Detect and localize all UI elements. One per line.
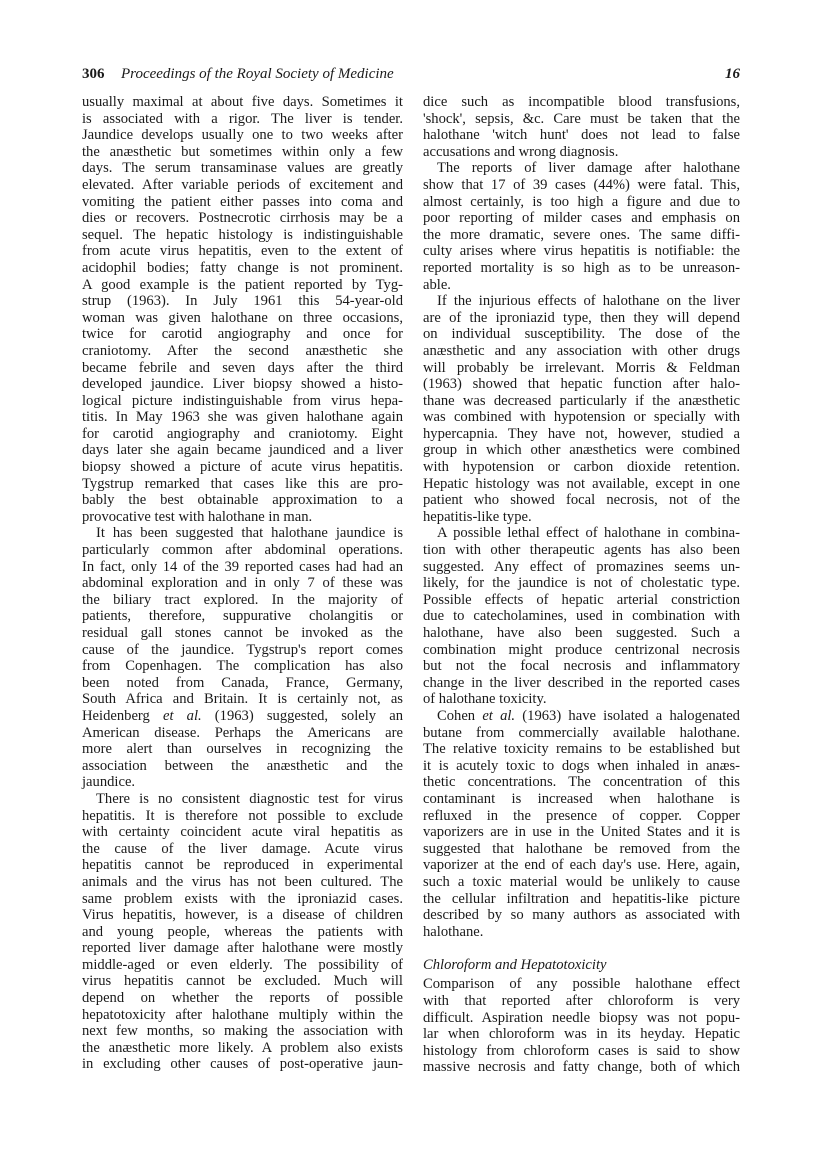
- text-line: developed jaundice. Liver biopsy showed a histo-: [82, 376, 403, 393]
- text-line: almost certainly, is too high a figure and due to: [423, 193, 740, 210]
- text-line: American disease. Perhaps the Americans are: [82, 724, 403, 741]
- running-header: [82, 66, 740, 86]
- text-line: massive necrosis and fatty change, both of which: [423, 1059, 740, 1076]
- text-segment: (1963) suggested, solely an: [201, 707, 403, 724]
- text-line: halothane.: [423, 923, 484, 940]
- text-line: twice for carotid angiography and once for: [82, 326, 403, 343]
- text-line: vaporizers are in use in the United States and it is: [423, 824, 740, 841]
- text-line: thetic concentrations. The concentration of this: [423, 774, 740, 791]
- text-line: Tygstrup remarked that cases like this are pro-: [82, 475, 403, 492]
- right-column: [423, 94, 740, 1076]
- text-line: patient who showed focal necrosis, not of the: [423, 492, 740, 509]
- text-line: There is no consistent diagnostic test for virus: [96, 790, 403, 807]
- paragraph: [423, 160, 740, 293]
- journal-title: Proceedings of the Royal Society of Medicine: [121, 66, 394, 82]
- text-line: association between the anæsthetic and the: [82, 757, 403, 774]
- text-line: the more dramatic, severe ones. The same diffi-: [423, 226, 740, 243]
- text-line: the anæsthetic more likely. A problem also exists: [82, 1039, 403, 1056]
- text-line: bably the best obtainable approximation to a: [82, 492, 403, 509]
- text-line: (1963) showed that hepatic function after halo-: [423, 376, 740, 393]
- text-line: will probably be irrelevant. Morris & Feldman: [423, 359, 740, 376]
- text-line: hepatotoxicity after halothane multiply within the: [82, 1006, 403, 1023]
- paragraph: [82, 791, 403, 1073]
- text-line: hypercapnia. They have not, however, studied a: [423, 425, 740, 442]
- text-line: with hypotension or carbon dioxide retention.: [423, 459, 740, 476]
- text-line: tion with other therapeutic agents has also been: [423, 542, 740, 559]
- text-line: Comparison of any possible halothane effect: [423, 976, 740, 993]
- text-line: and young people, whereas the patients with: [82, 923, 403, 940]
- text-line: but not the focal necrosis and inflammatory: [423, 658, 740, 675]
- text-line: provocative test with halothane in man.: [82, 508, 313, 525]
- text-line: was combined with hypotension or specially with: [423, 409, 740, 426]
- text-line: Hepatic histology was not available, except in one: [423, 475, 740, 492]
- text-line: A possible lethal effect of halothane in combina-: [437, 525, 740, 542]
- text-line: change in the liver described in the reported cases: [423, 674, 740, 691]
- text-line: described by so many authors as associated with: [423, 907, 740, 924]
- text-line: more alert than ourselves in recognizing the: [82, 741, 403, 758]
- text-line: been noted from Canada, France, Germany,: [82, 674, 403, 691]
- paragraph: [423, 525, 740, 708]
- text-line: strup (1963). In July 1961 this 54-year-old: [82, 293, 403, 310]
- text-line: The relative toxicity remains to be established but: [423, 741, 740, 758]
- text-line: titis. In May 1963 she was given halothane again: [82, 409, 403, 426]
- text-line: reported mortality is so high as to be unreason-: [423, 259, 740, 276]
- text-line: days later she again became jaundiced and a liver: [82, 442, 403, 459]
- text-line: of halothane toxicity.: [423, 691, 547, 708]
- paragraph: [423, 708, 740, 940]
- text-line: the cause of the liver damage. Acute virus: [82, 840, 403, 857]
- text-line: halothane, have also been suggested. Such a: [423, 625, 740, 641]
- text-line: virus hepatitis cannot be excluded. Much will: [82, 973, 403, 990]
- text-line: sequel. The hepatic histology is indistinguishable: [82, 226, 403, 243]
- text-line: depend on whether the reports of possible: [82, 990, 403, 1007]
- text-line: animals and the virus has not been cultured. The: [82, 873, 403, 890]
- text-line: If the injurious effects of halothane on the liver: [437, 293, 740, 310]
- text-line: group in which other anæsthetics were combined: [423, 442, 740, 459]
- text-line: refluxed in the presence of copper. Copper: [423, 807, 740, 824]
- text-line: A good example is the patient reported by Tyg-: [82, 276, 403, 293]
- text-line: In fact, only 14 of the 39 reported cases had had an: [82, 558, 403, 575]
- text-line: 'shock', sepsis, &c. Care must be taken that the: [423, 110, 740, 127]
- text-line: likely, for the jaundice is not of cholestatic type.: [423, 575, 740, 592]
- text-line: suggested. Any effect of promazines seems un-: [423, 558, 740, 575]
- text-line: South Africa and Britain. It is certainly not, as: [82, 691, 403, 708]
- text-line: hepatitis-like type.: [423, 508, 532, 525]
- text-line: anæsthetic and any association with other drugs: [423, 342, 740, 359]
- text-line: is associated with a rigor. The liver is tender.: [82, 110, 403, 127]
- text-line: craniotomy. After the second anæsthetic she: [82, 342, 403, 359]
- text-line: accusations and wrong diagnosis.: [423, 143, 619, 160]
- text-segment: Cohen: [437, 707, 483, 724]
- text-line: Possible effects of hepatic arterial constriction: [423, 591, 740, 608]
- text-line: culty arises where virus hepatitis is notifiable: the: [423, 243, 740, 260]
- text-line: dice such as incompatible blood transfusions,: [423, 94, 740, 110]
- text-line: acidophil bodies; fatty change is not prominent.: [82, 259, 403, 276]
- text-line: in excluding other causes of post-operative jaun-: [82, 1056, 403, 1073]
- text-line: are of the iproniazid type, then they will depend: [423, 309, 740, 326]
- text-line: from Copenhagen. The complication has also: [82, 658, 403, 675]
- paragraph: [423, 976, 740, 1076]
- text-line: such a toxic material would be unlikely to cause: [423, 873, 740, 890]
- section-heading: Chloroform and Hepatotoxicity: [423, 956, 607, 973]
- text-line: usually maximal at about five days. Sometimes it: [82, 94, 403, 110]
- text-line: the cellular infiltration and hepatitis-like picture: [423, 890, 740, 907]
- section-body: [423, 976, 740, 1076]
- text-line: jaundice.: [82, 774, 136, 791]
- text-line: [423, 708, 740, 725]
- volume-number: 16: [725, 66, 740, 82]
- paragraph: [423, 94, 740, 160]
- text-line: histology from chloroform cases is said to show: [423, 1042, 740, 1059]
- text-line: middle-aged or even elderly. The possibility of: [82, 956, 403, 973]
- text-line: the biliary tract explored. In the majority of: [82, 591, 403, 608]
- text-line: woman was given halothane on three occasions,: [82, 309, 403, 326]
- text-line: difficult. Aspiration needle biopsy was not popu-: [423, 1009, 740, 1026]
- text-segment: Heidenberg: [82, 707, 163, 724]
- text-line: contaminant is increased when halothane is: [423, 790, 740, 807]
- text-line: butane from commercially available halothane.: [423, 724, 740, 741]
- text-line: on individual susceptibility. The dose of the: [423, 326, 740, 343]
- right-column-body: [423, 94, 740, 940]
- text-line: the anæsthetic but sometimes within only a few: [82, 143, 403, 160]
- text-line: halothane 'witch hunt' does not lead to false: [423, 127, 740, 144]
- text-line: lar when chloroform was in its heyday. Hepatic: [423, 1026, 740, 1043]
- text-line: reported liver damage after halothane were mostly: [82, 940, 403, 957]
- text-line: poor reporting of milder cases and emphasis on: [423, 210, 740, 227]
- page-number: 306: [82, 66, 105, 82]
- text-line: The reports of liver damage after halothane: [437, 160, 740, 177]
- text-line: elevated. After variable periods of excitement and: [82, 176, 403, 193]
- text-line: It has been suggested that halothane jaundice is: [96, 525, 403, 542]
- text-line: vomiting the patient either passes into coma and: [82, 193, 403, 210]
- text-line: abdominal exploration and in only 7 of these was: [82, 575, 403, 592]
- text-segment: (1963) have isolated a halogenated: [515, 707, 740, 724]
- text-line: patients, therefore, suppurative cholangitis or: [82, 608, 403, 625]
- text-line: for carotid angiography and craniotomy. Eight: [82, 425, 403, 442]
- text-line: from acute virus hepatitis, even to the extent of: [82, 243, 403, 260]
- paragraph: [82, 525, 403, 791]
- text-line: dies or recovers. Postnecrotic cirrhosis may be a: [82, 210, 403, 227]
- italic-text: et al.: [162, 707, 202, 724]
- text-line: logical picture indistinguishable from virus hepa-: [82, 392, 403, 409]
- text-line: hepatitis cannot be reproduced in experimental: [82, 857, 403, 874]
- text-line: combination might produce centrizonal necrosis: [423, 641, 740, 658]
- text-line: with that reported after chloroform is very: [423, 993, 740, 1010]
- text-line: [82, 708, 403, 725]
- text-line: it is acutely toxic to dogs when inhaled in anæs-: [423, 757, 740, 774]
- text-line: with certainty coincident acute viral hepatitis as: [82, 824, 403, 841]
- text-line: thane was decreased particularly if the anæsthetic: [423, 392, 740, 409]
- text-line: able.: [423, 276, 451, 293]
- text-line: biopsy showed a picture of acute virus hepatitis.: [82, 459, 403, 476]
- italic-text: et al.: [482, 707, 516, 724]
- text-line: particularly common after abdominal operations.: [82, 542, 403, 559]
- text-line: Virus hepatitis, however, is a disease of children: [82, 907, 403, 924]
- left-column: [82, 94, 403, 1073]
- text-line: cause of the jaundice. Tygstrup's report comes: [82, 641, 403, 658]
- left-column-body: [82, 94, 403, 1073]
- text-line: same problem exists with the iproniazid cases.: [82, 890, 403, 907]
- text-line: suggested that halothane be removed from the: [423, 840, 740, 857]
- text-line: became febrile and seven days after the third: [82, 359, 403, 376]
- text-line: days. The serum transaminase values are greatly: [82, 160, 403, 177]
- paragraph: [82, 94, 403, 525]
- text-line: show that 17 of 39 cases (44%) were fatal. This,: [423, 176, 740, 193]
- text-line: Jaundice develops usually one to two weeks after: [82, 127, 403, 144]
- text-line: vaporizer at the end of each day's use. Here, again,: [423, 857, 740, 874]
- text-line: due to catecholamines, used in combination with: [423, 608, 740, 625]
- text-line: residual gall stones cannot be invoked as the: [82, 625, 403, 641]
- text-line: next few months, so making the association with: [82, 1023, 403, 1040]
- paragraph: [423, 293, 740, 525]
- text-line: hepatitis. It is therefore not possible to exclude: [82, 807, 403, 824]
